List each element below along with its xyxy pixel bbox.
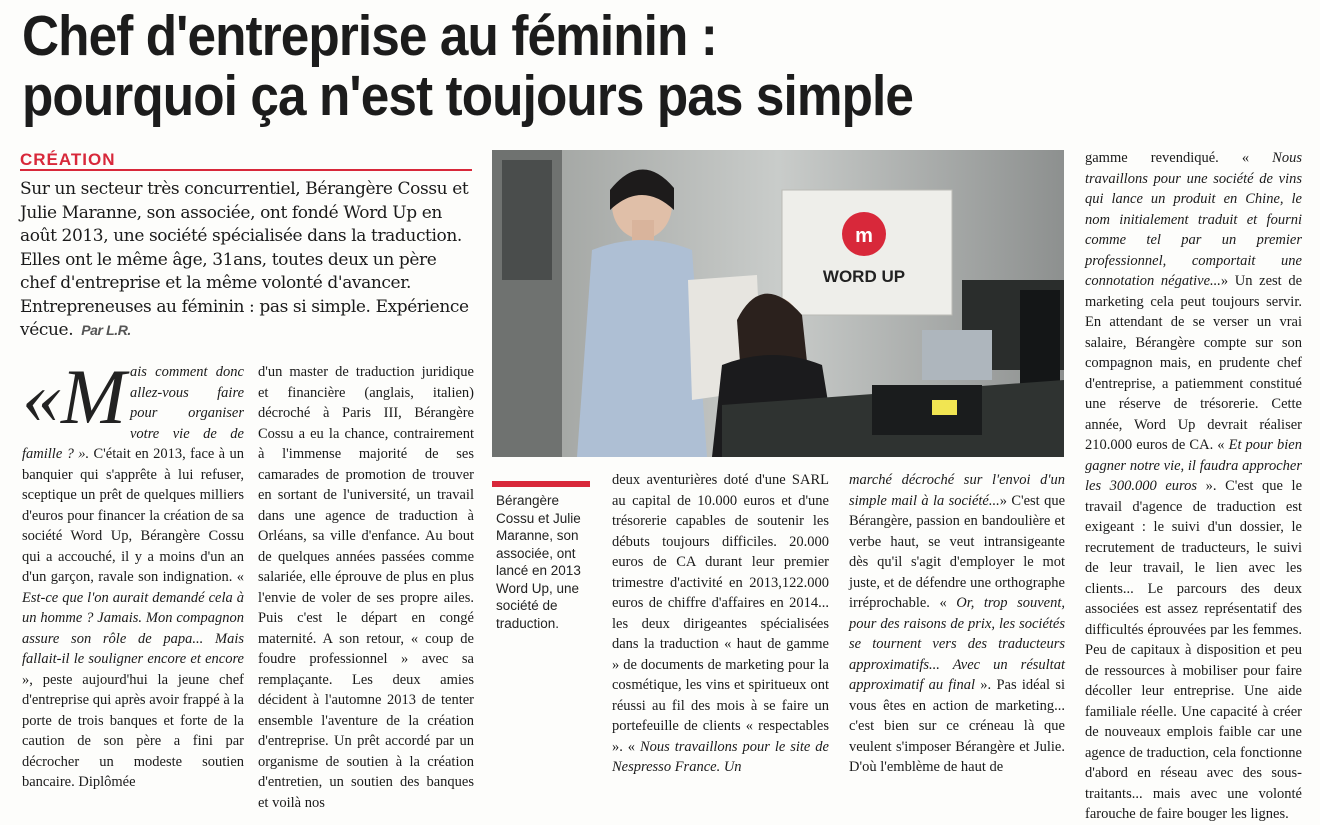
rubric-label: CRÉATION bbox=[20, 150, 116, 169]
photo-illustration bbox=[492, 150, 1064, 457]
article-photo bbox=[492, 150, 1064, 457]
opening-quote: ais comment donc allez-vous faire pour organiser votre vie de de famille ? ». bbox=[22, 364, 244, 462]
column-5-text-3: ». C'est que le travail d'agence de traduction est exigeant : le suivi d'un dossier, le recrutement de traducteurs, le suivi de leur travail, le lien avec les clients... Le parcours des deux associées est assez représentatif des difficultés éprouvées par les femmes. Peu de capitaux à disposition et peu de ressources à mobiliser pour faire décoller leur entreprise. Une aide familiale réelle. Une capacité à créer de nouveaux emplois faible car une agence de traduction, cela fonctionne d'abord en réseau avec des sous-traitants... mais avec une volonté farouche de faire bouger les lignes. bbox=[1085, 478, 1302, 822]
column-5-text-2: » Un zest de marketing cela peut toujours servir. En attendant de se verser un vrai salaire, Bérangère compte sur son compagnon mais, en prudente chef d'entreprise, a patiemment constitué une réserve de trésorerie. Cette année, Word Up devrait réaliser 210.000 euros de CA. « bbox=[1085, 273, 1303, 453]
column-5-text-1: gamme revendiqué. « bbox=[1085, 150, 1250, 166]
column-5-quote-2: Et pour bien gagner notre vie, il faudra approcher les 300.000 euros bbox=[1085, 437, 1302, 494]
column-3-text: deux aventurières doté d'une SARL au capital de 10.000 euros et d'une trésorerie capables de soutenir les débuts toujours difficiles. 20.000 euros de CA durant leur premier trimestre d'activité en 2013,122.000 euros de chiffre d'affaires en 2014... les deux dirigeantes spécialisées dans la traduction « haut de gamme » de documents de marketing pour la cosmétique, les vins et spiritueux ont réussi au fil des mois à se faire un portefeuille de clients « respectables ». « bbox=[612, 472, 829, 755]
lead-text: Sur un secteur très concurrentiel, Bérangère Cossu et Julie Maranne, son associée, ont fondé Word Up en août 2013, une société spécialisée dans la traduction. Elles ont le même âge, 31ans, toutes deux un père chef d'entreprise et la même volonté d'avancer. Entrepreneuses au féminin : pas si simple. Expérience vécue. bbox=[20, 179, 469, 340]
column-2 bbox=[258, 362, 474, 813]
column-4-quote-2: Or, trop souvent, pour des raisons de prix, les sociétés se tournent vers des traducteurs approximatifs... Avec un résultat approximatif au final bbox=[849, 595, 1065, 693]
column-4-text-1: » C'est que Bérangère, passion en bandoulière et verbe haut, se veut intransigeante dès qu'il s'agit d'employer le mot juste, et de défendre une orthographe irréprochable. « bbox=[849, 492, 1066, 611]
column-4-quote-1: marché décroché sur l'envoi d'un simple mail à la société... bbox=[849, 472, 1065, 509]
headline bbox=[22, 6, 1174, 126]
headline-line-1: Chef d'entreprise au féminin : bbox=[22, 4, 717, 68]
column-4 bbox=[849, 470, 1065, 778]
column-3 bbox=[612, 470, 829, 778]
column-1-text: C'était en 2013, face à un banquier qui s'apprête à lui refuser, sceptique un prêt de quelques milliers d'euros pour financer la création de sa société Word Up, Bérangère Cossu qui a accouché, il y a moins d'un an d'un garçon, ravale son indignation. « bbox=[22, 446, 244, 585]
column-3-quote: Nous travaillons pour le site de Nespresso France. Un bbox=[612, 738, 829, 775]
column-1-end: », peste aujourd'hui la jeune chef d'entreprise qui après avoir frappé à la porte de trois banques et forte de la caution de son père a fini par décrocher un modeste soutien bancaire. Diplômée bbox=[22, 671, 244, 790]
headline-line-2: pourquoi ça n'est toujours pas simple bbox=[22, 64, 914, 128]
byline: Par L.R. bbox=[81, 322, 131, 338]
word-up-sign: WORD UP bbox=[822, 267, 906, 286]
svg-text:m: m bbox=[855, 225, 873, 247]
photo-caption: Bérangère Cossu et Julie Maranne, son associée, ont lancé en 2013 Word Up, une société de traduction. bbox=[496, 493, 581, 631]
column-5-quote-1: Nous travaillons pour une société de vins qui lance un produit en Chine, le nom initialement traduit et fourni comme tel par un premier professionnel, comportait une connotation négative... bbox=[1085, 150, 1302, 289]
section-rubric bbox=[20, 151, 472, 171]
column-5 bbox=[1085, 148, 1302, 825]
lead-paragraph bbox=[20, 178, 475, 343]
column-1 bbox=[22, 353, 244, 793]
caption-accent-bar bbox=[492, 481, 590, 487]
column-4-text-2: ». Pas idéal si vous êtes en action de marketing... c'est bien sur ce créneau là que veulent s'imposer Bérangère et Julie. D'où l'emblème de haut de bbox=[849, 677, 1065, 775]
column-2-text: d'un master de traduction juridique et financière (anglais, italien) décroché à Paris III, Bérangère Cossu a eu la chance, contrairement à l'immense majorité de ses camarades de promotion de trouver en sortant de l'université, un travail dans une agence de traduction à Orléans, sa ville d'enfance. Au bout de quelques années passées comme salariée, elle éprouve de plus en plus l'envie de voler de ses propre ailes. Puis c'est le départ en congé maternité. A son retour, « coup de foudre professionnel » avec sa remplaçante. Les deux amies décident à l'automne 2013 de tenter ensemble l'aventure de la création d'entreprise. Un prêt accordé par un organisme de soutien à la création d'entretien, un soutien des banques et voilà nos bbox=[258, 364, 474, 811]
drop-cap: «M bbox=[22, 353, 126, 440]
column-1-quote: Est-ce que l'on aurait demandé cela à un homme ? Jamais. Mon compagnon assure son rôle de papa... Mais fallait-il le souligner encore et encore bbox=[22, 589, 244, 667]
